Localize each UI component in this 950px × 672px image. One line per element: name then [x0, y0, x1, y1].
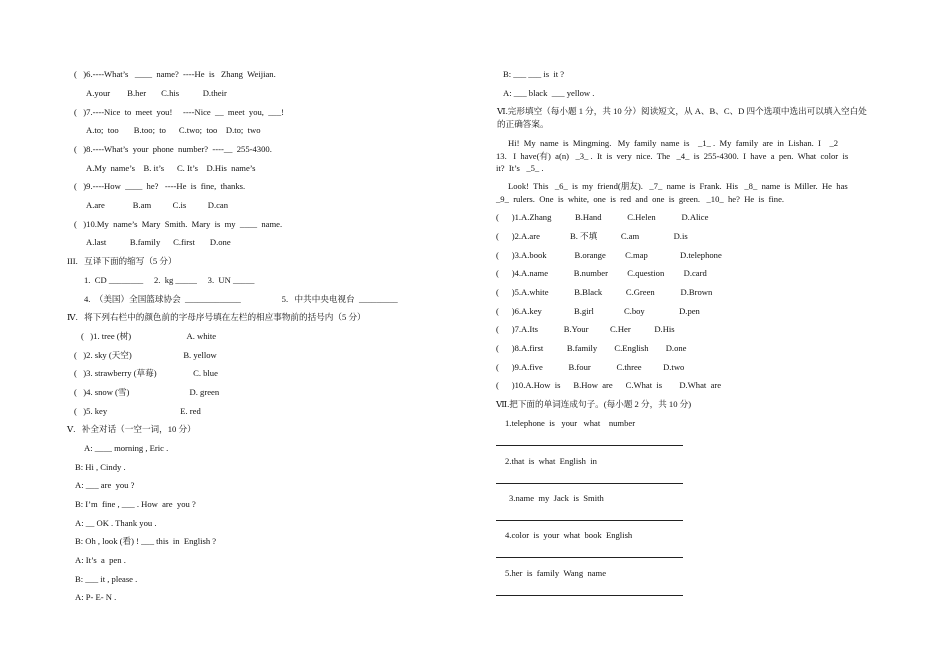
- match-item-5: ( )5. key E. red: [74, 406, 201, 416]
- dialogue-line: B: ___ ___ is it ?: [503, 69, 565, 79]
- question-7: ( )7.----Nice to meet you! ----Nice __ meet you, ___!: [74, 107, 284, 117]
- dialogue-line: A: __ OK . Thank you .: [75, 518, 157, 528]
- section-3-items-4-5: 4. （美国）全国篮球协会 _____________ 5. 中共中央电视台 _________: [84, 294, 398, 304]
- cloze-choice-3: ( )3.A.book B.orange C.map D.telephone: [496, 250, 722, 260]
- cloze-choice-4: ( )4.A.name B.number C.question D.card: [496, 268, 707, 278]
- answer-line-3[interactable]: [496, 520, 683, 521]
- answer-line-1[interactable]: [496, 445, 683, 446]
- question-9: ( )9.----How ____ he? ----He is fine, thanks.: [74, 181, 246, 191]
- answer-line-2[interactable]: [496, 483, 683, 484]
- dialogue-line: A: ____ morning , Eric .: [84, 443, 169, 453]
- question-6: ( )6.----What’s ____ name? ----He is Zhang Weijian.: [74, 69, 276, 79]
- section-3-items-1-3: 1. CD ________ 2. kg _____ 3. UN _____: [84, 275, 255, 285]
- sentence-prompt-5: 5.her is family Wang name: [505, 568, 607, 578]
- match-item-2: ( )2. sky (天空) B. yellow: [74, 350, 217, 360]
- section-3-heading: III. 互译下面的缩写（5 分）: [67, 256, 177, 266]
- section-5-heading: Ⅴ. 补全对话（一空一词，10 分）: [67, 424, 196, 434]
- sentence-prompt-2: 2.that is what English in: [505, 456, 597, 466]
- dialogue-line: B: Oh , look (看) ! ___ this in English ?: [75, 536, 217, 546]
- question-9-options: A.are B.am C.is D.can: [86, 200, 229, 210]
- cloze-choice-8: ( )8.A.first B.family C.English D.one: [496, 343, 687, 353]
- sentence-prompt-3: 3.name my Jack is Smith: [509, 493, 604, 503]
- match-item-1: ( )1. tree (树) A. white: [81, 331, 217, 341]
- cloze-choice-10: ( )10.A.How is B.How are C.What is D.What are: [496, 380, 722, 390]
- cloze-choice-9: ( )9.A.five B.four C.three D.two: [496, 362, 685, 372]
- sentence-prompt-4: 4.color is your what book English: [505, 530, 633, 540]
- dialogue-line: B: Hi , Cindy .: [75, 462, 126, 472]
- dialogue-line: A: ___ black ___ yellow .: [503, 88, 595, 98]
- question-10-options: A.last B.family C.first D.one: [86, 237, 231, 247]
- section-7-heading: Ⅶ.把下面的单词连成句子。(每小题 2 分，共 10 分): [496, 399, 692, 409]
- answer-line-5[interactable]: [496, 595, 683, 596]
- cloze-passage-line: it? It’s _5_ .: [496, 163, 544, 173]
- match-item-4: ( )4. snow (雪) D. green: [74, 387, 220, 397]
- cloze-passage-line: Look! This _6_ is my friend(朋友). _7_ name is Frank. His _8_ name is Miller. He has: [508, 181, 848, 191]
- cloze-choice-1: ( )1.A.Zhang B.Hand C.Helen D.Alice: [496, 212, 709, 222]
- dialogue-line: B: ___ it , please .: [75, 574, 138, 584]
- dialogue-line: B: I’m fine , ___ . How are you ?: [75, 499, 196, 509]
- question-10: ( )10.My name’s Mary Smith. Mary is my ____ name.: [74, 219, 283, 229]
- section-6-heading: Ⅵ.完形填空（每小题 1 分，共 10 分）阅读短文，从 A、B、C、D 四个选项中选出可以填入空白处: [497, 106, 867, 116]
- cloze-choice-6: ( )6.A.key B.girl C.boy D.pen: [496, 306, 700, 316]
- section-6-heading-cont: 的正确答案。: [497, 119, 549, 129]
- cloze-choice-2: ( )2.A.are B. 不填 C.am D.is: [496, 231, 688, 241]
- question-8-options: A.My name’s B. it’s C. It’s D.His name’s: [86, 163, 256, 173]
- cloze-passage-line: Hi! My name is Mingming. My family name is _1_ . My family are in Lishan. I _2: [508, 138, 839, 148]
- sentence-prompt-1: 1.telephone is your what number: [505, 418, 636, 428]
- match-item-3: ( )3. strawberry (草莓) C. blue: [74, 368, 218, 378]
- question-6-options: A.your B.her C.his D.their: [86, 88, 227, 98]
- dialogue-line: A: P- E- N .: [75, 592, 117, 602]
- dialogue-line: A: It’s a pen .: [75, 555, 126, 565]
- cloze-choice-7: ( )7.A.Its B.Your C.Her D.His: [496, 324, 675, 334]
- section-4-heading: Ⅳ. 将下列右栏中的颜色前的字母序号填在左栏的相应事物前的括号内（5 分）: [67, 312, 366, 322]
- dialogue-line: A: ___ are you ?: [75, 480, 135, 490]
- cloze-passage-line: _9_ rulers. One is white, one is red and one is green. _10_ he? He is fine.: [496, 194, 785, 204]
- cloze-choice-5: ( )5.A.white B.Black C.Green D.Brown: [496, 287, 713, 297]
- cloze-passage-line: 13. I have(有) a(n) _3_ . It is very nice. The _4_ is 255-4300. I have a pen. What color is: [496, 151, 849, 161]
- question-8: ( )8.----What’s your phone number? ----__ 255-4300.: [74, 144, 272, 154]
- question-7-options: A.to; too B.too; to C.two; too D.to; two: [86, 125, 261, 135]
- answer-line-4[interactable]: [496, 557, 683, 558]
